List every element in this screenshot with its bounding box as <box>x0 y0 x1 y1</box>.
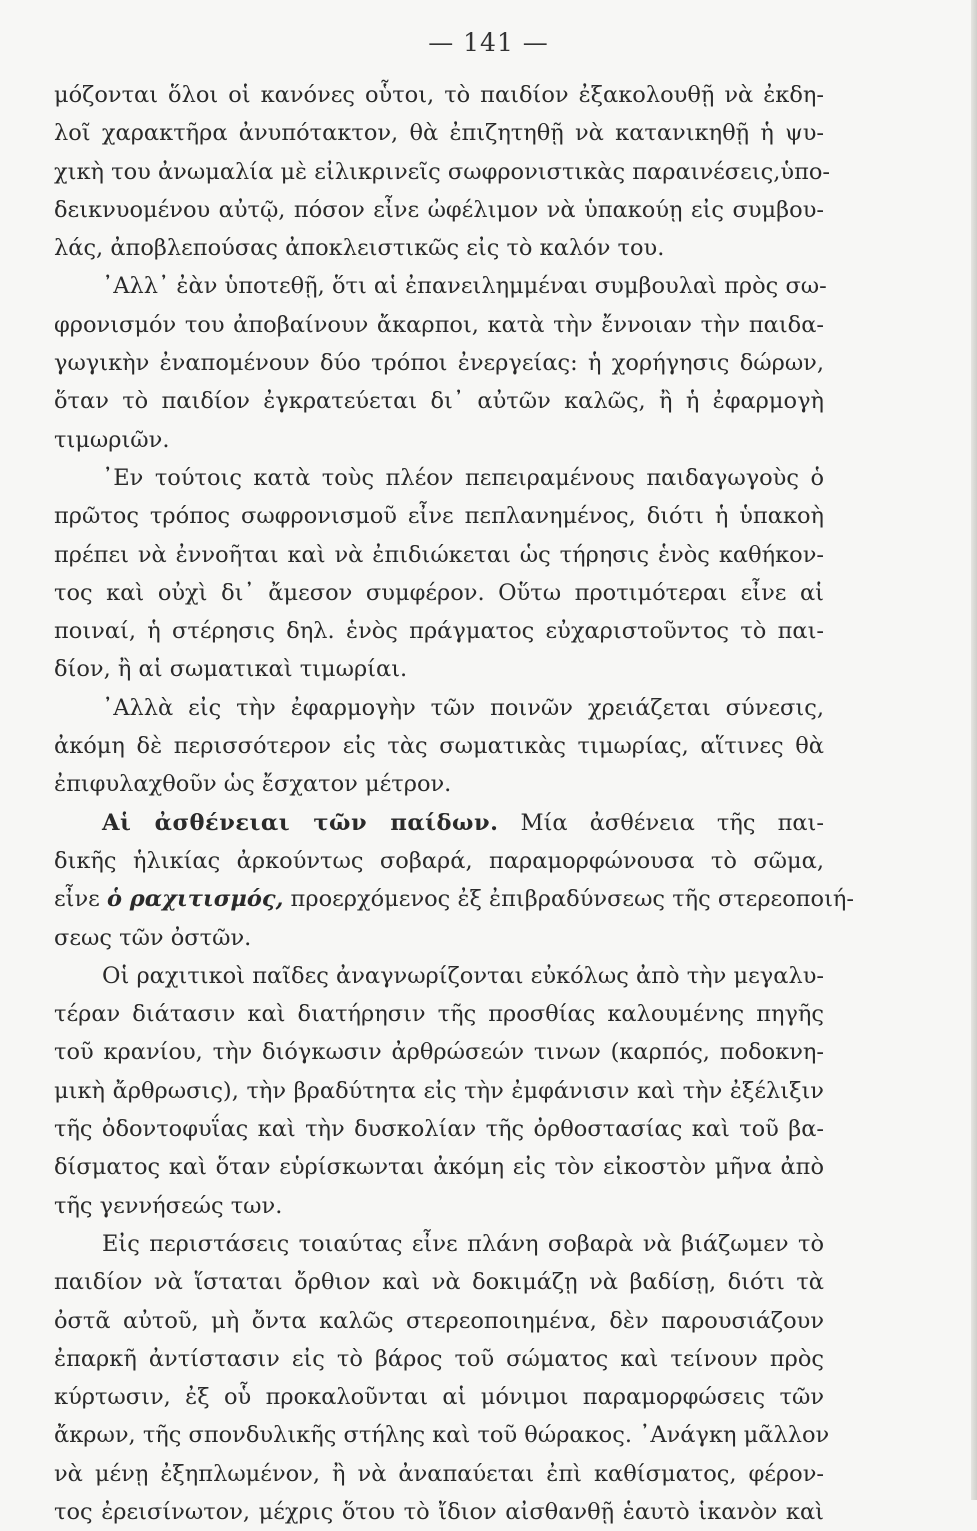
text-line: ὀστᾶ αὐτοῦ, μὴ ὄντα καλῶς στερεοποιημένα, δὲν παρουσιάζουν <box>54 1307 824 1334</box>
text-line: ὅταν τὸ παιδίον ἐγκρατεύεται δι᾿ αὐτῶν καλῶς, ἢ ἡ ἐφαρμογὴ <box>54 388 824 415</box>
text-line: τέραν διάτασιν καὶ διατήρησιν τῆς προσθίας καλουμένης πηγῆς <box>54 1001 824 1028</box>
text-line: τῆς ὀδοντοφυΐας καὶ τὴν δυσκολίαν τῆς ὀρθοστασίας καὶ τοῦ βα- <box>54 1116 824 1143</box>
emphasized-term: ὁ ραχιτισμός, <box>106 886 284 913</box>
section-heading: Αἱ ἀσθένειαι τῶν παίδων. <box>102 809 499 836</box>
text-line: χικὴ του ἀνωμαλία μὲ εἰλικρινεῖς σωφρονιστικὰς παραινέσεις,ὑπο- <box>54 158 831 185</box>
text-line: ἄκρων, τῆς σπονδυλικῆς στήλης καὶ τοῦ θώρακος. ᾿Ανάγκη μᾶλλον <box>54 1422 830 1449</box>
text-line: μικὴ ἄρθρωσις), τὴν βραδύτητα εἰς τὴν ἐμφάνισιν καὶ τὴν ἐξέλιξιν <box>54 1077 824 1104</box>
text-line: τος ἐρεισίνωτον, μέχρις ὅτου τὸ ἴδιον αἰσθανθῇ ἑαυτὸ ἱκανὸν καὶ <box>54 1498 824 1525</box>
text-line: δίον, ἢ αἱ σωματικαὶ τιμωρίαι. <box>54 656 408 683</box>
text-line: ἐπιφυλαχθοῦν ὡς ἔσχατον μέτρον. <box>54 771 452 798</box>
text-line: τῆς γεννήσεώς των. <box>54 1192 283 1219</box>
text-line: σεως τῶν ὀστῶν. <box>54 924 252 951</box>
text-line: δεικνυομένου αὐτῷ, πόσον εἶνε ὠφέλιμον νὰ ὑπακούῃ εἰς συμβου- <box>54 196 824 223</box>
text-line: ἀκόμη δὲ περισσότερον εἰς τὰς σωματικὰς τιμωρίας, αἵτινες θὰ <box>54 733 824 760</box>
text-line: ᾿Εν τούτοις κατὰ τοὺς πλέον πεπειραμένους παιδαγωγοὺς ὁ <box>102 464 824 491</box>
text-line: Εἰς περιστάσεις τοιαύτας εἶνε πλάνη σοβαρὰ νὰ βιάζωμεν τὸ <box>102 1230 824 1257</box>
page-number: — 141 — <box>428 28 549 57</box>
text-line: νὰ μένῃ ἐξηπλωμένον, ἢ νὰ ἀναπαύεται ἐπὶ καθίσματος, φέρον- <box>54 1460 824 1487</box>
text-line: ᾿Αλλὰ εἰς τὴν ἐφαρμογὴν τῶν ποινῶν χρειάζεται σύνεσις, <box>102 694 824 721</box>
paragraph <box>54 1225 830 1531</box>
text-line: πρέπει νὰ ἐννοῆται καὶ νὰ ἐπιδιώκεται ὡς τήρησις ἑνὸς καθήκον- <box>54 541 824 568</box>
paragraph <box>54 76 831 267</box>
body-text <box>54 76 855 1531</box>
paragraph <box>54 957 824 1225</box>
text-line: κύρτωσιν, ἐξ οὗ προκαλοῦνται αἱ μόνιμοι παραμορφώσεις τῶν <box>54 1384 824 1411</box>
text-fragment: εἶνε <box>54 886 107 913</box>
page-edge <box>971 0 977 1500</box>
text-line: φρονισμόν του ἀποβαίνουν ἄκαρποι, κατὰ τὴν ἔννοιαν τὴν παιδα- <box>54 311 824 338</box>
paragraph <box>54 689 824 804</box>
text-line: ποιναί, ἡ στέρησις δηλ. ἑνὸς πράγματος εὐχαριστοῦντος τὸ παι- <box>54 618 824 645</box>
text-line <box>54 880 855 918</box>
text-line <box>54 804 824 842</box>
text-line: ᾿Αλλ᾿ ἐὰν ὑποτεθῇ, ὅτι αἱ ἐπανειλημμέναι συμβουλαὶ πρὸς σω- <box>102 273 827 300</box>
text-line: δικῆς ἡλικίας ἀρκούντως σοβαρά, παραμορφώνουσα τὸ σῶμα, <box>54 847 824 874</box>
text-line: παιδίον νὰ ἵσταται ὄρθιον καὶ νὰ δοκιμάζῃ νὰ βαδίσῃ, διότι τὰ <box>54 1269 824 1296</box>
text-line: τοῦ κρανίου, τὴν διόγκωσιν ἀρθρώσεών τινων (καρπός, ποδοκνη- <box>54 1039 824 1066</box>
text-line: γωγικὴν ἐναπομένουν δύο τρόποι ἐνεργείας: ἡ χορήγησις δώρων, <box>54 350 824 377</box>
text-line: τος καὶ οὐχὶ δι᾿ ἄμεσον συμφέρον. Οὕτω προτιμότεραι εἶνε αἱ <box>54 579 824 606</box>
text-line: μόζονται ὅλοι οἱ κανόνες οὗτοι, τὸ παιδίον ἐξακολουθῇ νὰ ἐκδη- <box>54 82 824 108</box>
text-line: τιμωριῶν. <box>54 426 170 453</box>
text-line: πρῶτος τρόπος σωφρονισμοῦ εἶνε πεπλανημένος, διότι ἡ ὑπακοὴ <box>54 503 824 530</box>
text-fragment: Μία ἀσθένεια τῆς παι- <box>498 809 824 836</box>
paragraph <box>54 459 824 689</box>
text-line: Οἱ ραχιτικοὶ παῖδες ἀναγνωρίζονται εὐκόλως ἀπὸ τὴν μεγαλυ- <box>102 962 824 989</box>
text-line: λάς, ἀποβλεπούσας ἀποκλειστικῶς εἰς τὸ καλόν του. <box>54 235 665 262</box>
text-line: ἐπαρκῆ ἀντίστασιν εἰς τὸ βάρος τοῦ σώματος καὶ τείνουν πρὸς <box>54 1345 824 1372</box>
paragraph <box>54 804 855 957</box>
text-line: δίσματος καὶ ὅταν εὑρίσκωνται ἀκόμη εἰς τὸν εἰκοστὸν μῆνα ἀπὸ <box>54 1154 824 1181</box>
text-line: λοῖ χαρακτῆρα ἀνυπότακτον, θὰ ἐπιζητηθῇ νὰ κατανικηθῇ ἡ ψυ- <box>54 120 824 147</box>
paragraph <box>54 267 827 458</box>
text-fragment: προερχόμενος ἐξ ἐπιβραδύνσεως τῆς στερεοποιή- <box>283 886 855 913</box>
